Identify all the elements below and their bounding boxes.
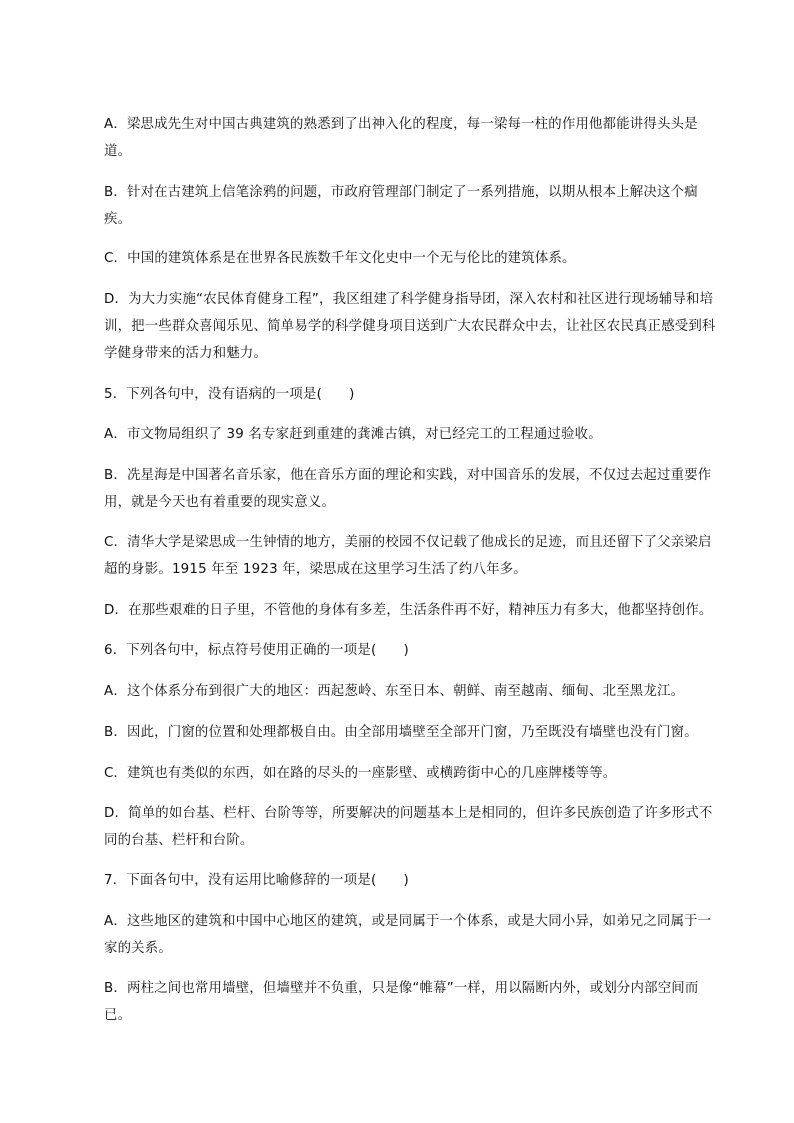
- option-b-q6: B．因此，门窗的位置和处理都极自由。由全部用墙壁至全部开门窗，乃至既没有墙壁也没有门窗。: [104, 725, 698, 740]
- option-d-q6: D．简单的如台基、栏杆、台阶等等，所要解决的问题基本上是相同的，但许多民族创造了许多形式不同的台基、栏杆和台阶。: [104, 806, 713, 848]
- option-c-q4: C．中国的建筑体系是在世界各民族数千年文化史中一个无与伦比的建筑体系。: [104, 251, 576, 266]
- option-b-q5: B．冼星海是中国著名音乐家，他在音乐方面的理论和实践，对中国音乐的发展，不仅过去起过重要作用，就是今天也有着重要的现实意义。: [104, 468, 712, 510]
- option-a-q5: A．市文物局组织了 39 名专家赶到重建的龚滩古镇，对已经完工的工程通过验收。: [104, 427, 602, 442]
- option-b-q4: B．针对在古建筑上信笔涂鸦的问题，市政府管理部门制定了一系列措施，以期从根本上解决这个痼疾。: [104, 185, 698, 227]
- question-6: 6．下列各句中，标点符号使用正确的一项是( ): [104, 643, 409, 658]
- option-a-q6: A．这个体系分布到很广大的地区：西起葱岭、东至日本、朝鲜、南至越南、缅甸、北至黑龙江。: [104, 684, 685, 699]
- option-c-q6: C．建筑也有类似的东西，如在路的尽头的一座影壁、或横跨街中心的几座牌楼等等。: [104, 766, 617, 781]
- option-a-q4: A．梁思成先生对中国古典建筑的熟悉到了出神入化的程度，每一梁每一柱的作用他都能讲得头头是道。: [104, 117, 698, 159]
- option-b-q7: B．两柱之间也常用墙壁，但墙壁并不负重，只是像“帷幕”一样，用以隔断内外，或划分内部空间而已。: [104, 981, 699, 1023]
- question-7: 7．下面各句中，没有运用比喻修辞的一项是( ): [104, 873, 409, 888]
- option-a-q7: A．这些地区的建筑和中国中心地区的建筑，或是同属于一个体系，或是大同小异，如弟兄之同属于一家的关系。: [104, 914, 712, 956]
- option-d-q4: D．为大力实施“农民体育健身工程”，我区组建了科学健身指导团，深入农村和社区进行现场辅导和培训，把一些群众喜闻乐见、简单易学的科学健身项目送到广大农民群众中去，让社区农民真正感受到科学健身带来的活力和魅力。: [104, 292, 716, 361]
- question-5: 5．下列各句中，没有语病的一项是( ): [104, 387, 355, 402]
- option-d-q5: D．在那些艰难的日子里，不管他的身体有多差，生活条件再不好，精神压力有多大，他都坚持创作。: [104, 603, 713, 618]
- option-c-q5: C．清华大学是梁思成一生钟情的地方，美丽的校园不仅记载了他成长的足迹，而且还留下了父亲梁启超的身影。1915 年至 1923 年，梁思成在这里学习生活了约八年多。: [104, 535, 712, 577]
